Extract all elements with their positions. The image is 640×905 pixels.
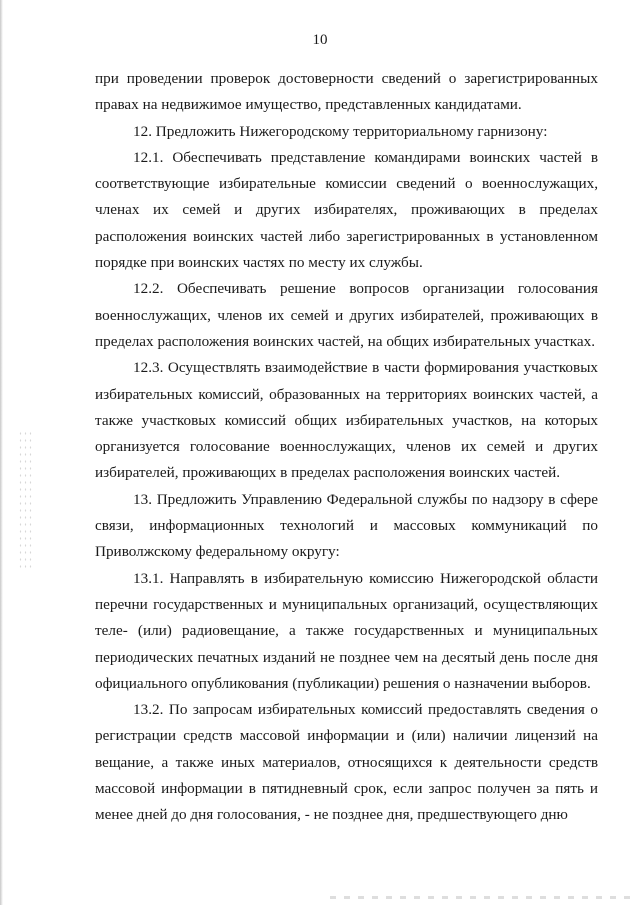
scan-noise (18, 430, 34, 570)
scan-edge-shadow (0, 0, 3, 905)
paragraph-item-13: 13. Предложить Управлению Федеральной службы по надзору в сфере связи, информационных технологий и массовых коммуникаций по Приволжскому федеральному округу: (95, 490, 598, 561)
page-number: 10 (312, 32, 328, 48)
paragraph-item-12-3: 12.3. Осуществлять взаимодействие в части формирования участковых избирательных комиссий, образованных на территориях воинских частей, а также участковых комиссий общих избирательных участков, на которых организуется голосование военнослужащих, членов их семей и других избирателей, проживающих в пределах расположения воинских частей. (95, 359, 598, 482)
scan-noise-bottom (330, 896, 630, 899)
paragraph-item-13-2: 13.2. По запросам избирательных комиссий предоставлять сведения о регистрации средств массовой информации и (или) наличии лицензий на вещание, а также иных материалов, относящихся к деятельности средств массовой информации в пятидневный срок, если запрос получен за пять и менее дней до дня голосования, - не позднее дня, предшествующего дню (95, 701, 598, 824)
paragraph-item-12-1: 12.1. Обеспечивать представление командирами воинских частей в соответствующие избирательные комиссии сведений о военнослужащих, членах их семей и других избирателях, проживающих в пределах расположения воинских частей либо зарегистрированных в установленном порядке при воинских частях по месту их службы. (95, 148, 598, 272)
document-body (95, 66, 598, 829)
paragraph-continuation: при проведении проверок достоверности сведений о зарегистрированных правах на недвижимое имущество, представленных кандидатами. (95, 70, 598, 114)
paragraph-item-12-2: 12.2. Обеспечивать решение вопросов организации голосования военнослужащих, членов их семей и других избирателей, проживающих в пределах расположения воинских частей, на общих избирательных участках. (95, 280, 598, 350)
paragraph-item-12: 12. Предложить Нижегородскому территориальному гарнизону: (133, 122, 548, 140)
paragraph-item-13-1: 13.1. Направлять в избирательную комиссию Нижегородской области перечни государственных и муниципальных организаций, осуществляющих теле- (или) радиовещание, а также государственных и муниципальных периодических печатных изданий не позднее чем на десятый день после дня официального опубликования (публикации) решения о назначении выборов. (95, 569, 598, 692)
